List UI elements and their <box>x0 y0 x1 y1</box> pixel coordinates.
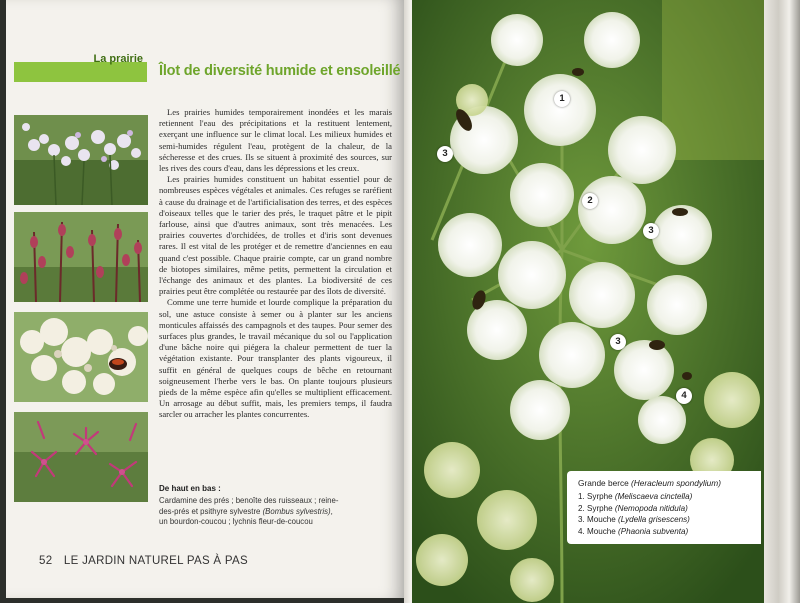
page-number: 52 <box>39 555 53 567</box>
legend-item-label: 3. Mouche <box>578 515 619 525</box>
photo-lychnis <box>14 412 148 502</box>
photo-cardamine <box>14 115 148 205</box>
left-page <box>6 0 404 598</box>
legend-item-latin: (Nemopoda nitidula) <box>614 503 688 513</box>
callout-marker: 2 <box>582 193 598 209</box>
callout-marker: 3 <box>643 223 659 239</box>
paragraph: Les prairies humides constituent un habitat essentiel pour de nombreuses espèces végétales et animales. Ces refuges se raréfient à cause du drainage et de l'artificialisation des terres, et des espèces d'oiseaux telles que le tarier des prés, le traquet pâtre et le pipit farlouse, ainsi que d'autres animaux, sont très menacées. Les prairies couvertes d'orchidées, de trolles et d'iris sont devenues rares. Il est vital de les protéger et de remettre d'anciennes en eau quand c'est possible. Chaque prairie compte, car un grand nombre de biotopes similaires, même petits, permettent la circulation et l'échange des animaux et des plantes. La biodiversité de ces prairies peut être complétée ou restaurée par des îlots de diversité. <box>159 174 392 297</box>
page-footer <box>39 555 248 567</box>
legend-plant: Grande berce <box>578 478 632 488</box>
body-text <box>159 107 392 421</box>
caption-part: Cardamine des prés ; benoîte des ruisseaux ; reine-des-prés et psithyre sylvestre <box>159 496 339 516</box>
legend-item-label: 1. Syrphe <box>578 492 615 501</box>
legend-item <box>578 514 692 526</box>
photo-benoite <box>14 212 148 302</box>
book-title: LE JARDIN NATUREL PAS À PAS <box>63 555 248 567</box>
paragraph: Comme une terre humide et lourde complique la préparation du sol, une astuce consiste à semer ou à planter sur les anciens monticules affaissés des campagnols et des taupes. Pour semer des surfaces plus grandes, le travail mécanique du sol ou l'application d'une bâche noire qui piégera la chaleur permettent de tuer la végétation existante. Pour transplanter des plants vigoureux, il suffit en général de quelques coups de bêche en retournant soigneusement l'herbe vers le bas. On plante toujours plusieurs pieds de la même espèce afin qu'elles se multiplient efficacement. Un arrosage au début suffit, mais, les premiers temps, il faudra sarcler ou arracher les plantes concurrentes. <box>159 297 392 420</box>
caption-text <box>159 496 339 528</box>
section-band <box>14 53 147 82</box>
caption-part: , un bourdon-coucou ; lychnis fleur-de-coucou <box>159 506 333 527</box>
legend-item-latin: (Meliscaeva cinctella) <box>614 492 693 501</box>
legend-title <box>578 478 721 488</box>
paragraph: Les prairies humides temporairement inondées et les marais retiennent l'eau des précipitations et la restituent lentement, exerçant une influence sur le climat local. Les milieux humides et semi-humides régulent l'eau, protègent de la chaleur, de la sécheresse et des crues. Ils se situent à proximité des sources, sur les rives des cours d'eau, dans les dépressions et les creux. <box>159 107 392 174</box>
legend-item <box>578 491 692 503</box>
species-legend <box>567 471 761 544</box>
legend-item <box>578 526 692 538</box>
legend-item-label: 4. Mouche <box>578 526 619 536</box>
photo-reine-des-pres <box>14 312 148 402</box>
legend-item-latin: (Lydella grisescens) <box>618 515 690 525</box>
legend-list <box>578 491 692 537</box>
callout-marker: 4 <box>676 388 692 404</box>
page-title: Îlot de diversité humide et ensoleillé <box>159 63 401 79</box>
callout-marker: 3 <box>437 146 453 162</box>
legend-item-label: 2. Syrphe <box>578 503 615 513</box>
caption-heading: De haut en bas : <box>159 484 221 493</box>
legend-item <box>578 503 692 515</box>
section-label: La prairie <box>93 53 143 65</box>
legend-item-latin: (Phaonia subventa) <box>618 526 689 536</box>
callout-marker: 3 <box>610 334 626 350</box>
legend-plant-latin: (Heracleum spondylium) <box>631 478 721 488</box>
caption-latin: (Bombus sylvestris) <box>262 506 331 516</box>
callout-marker: 1 <box>554 91 570 107</box>
page-edges <box>764 0 800 603</box>
